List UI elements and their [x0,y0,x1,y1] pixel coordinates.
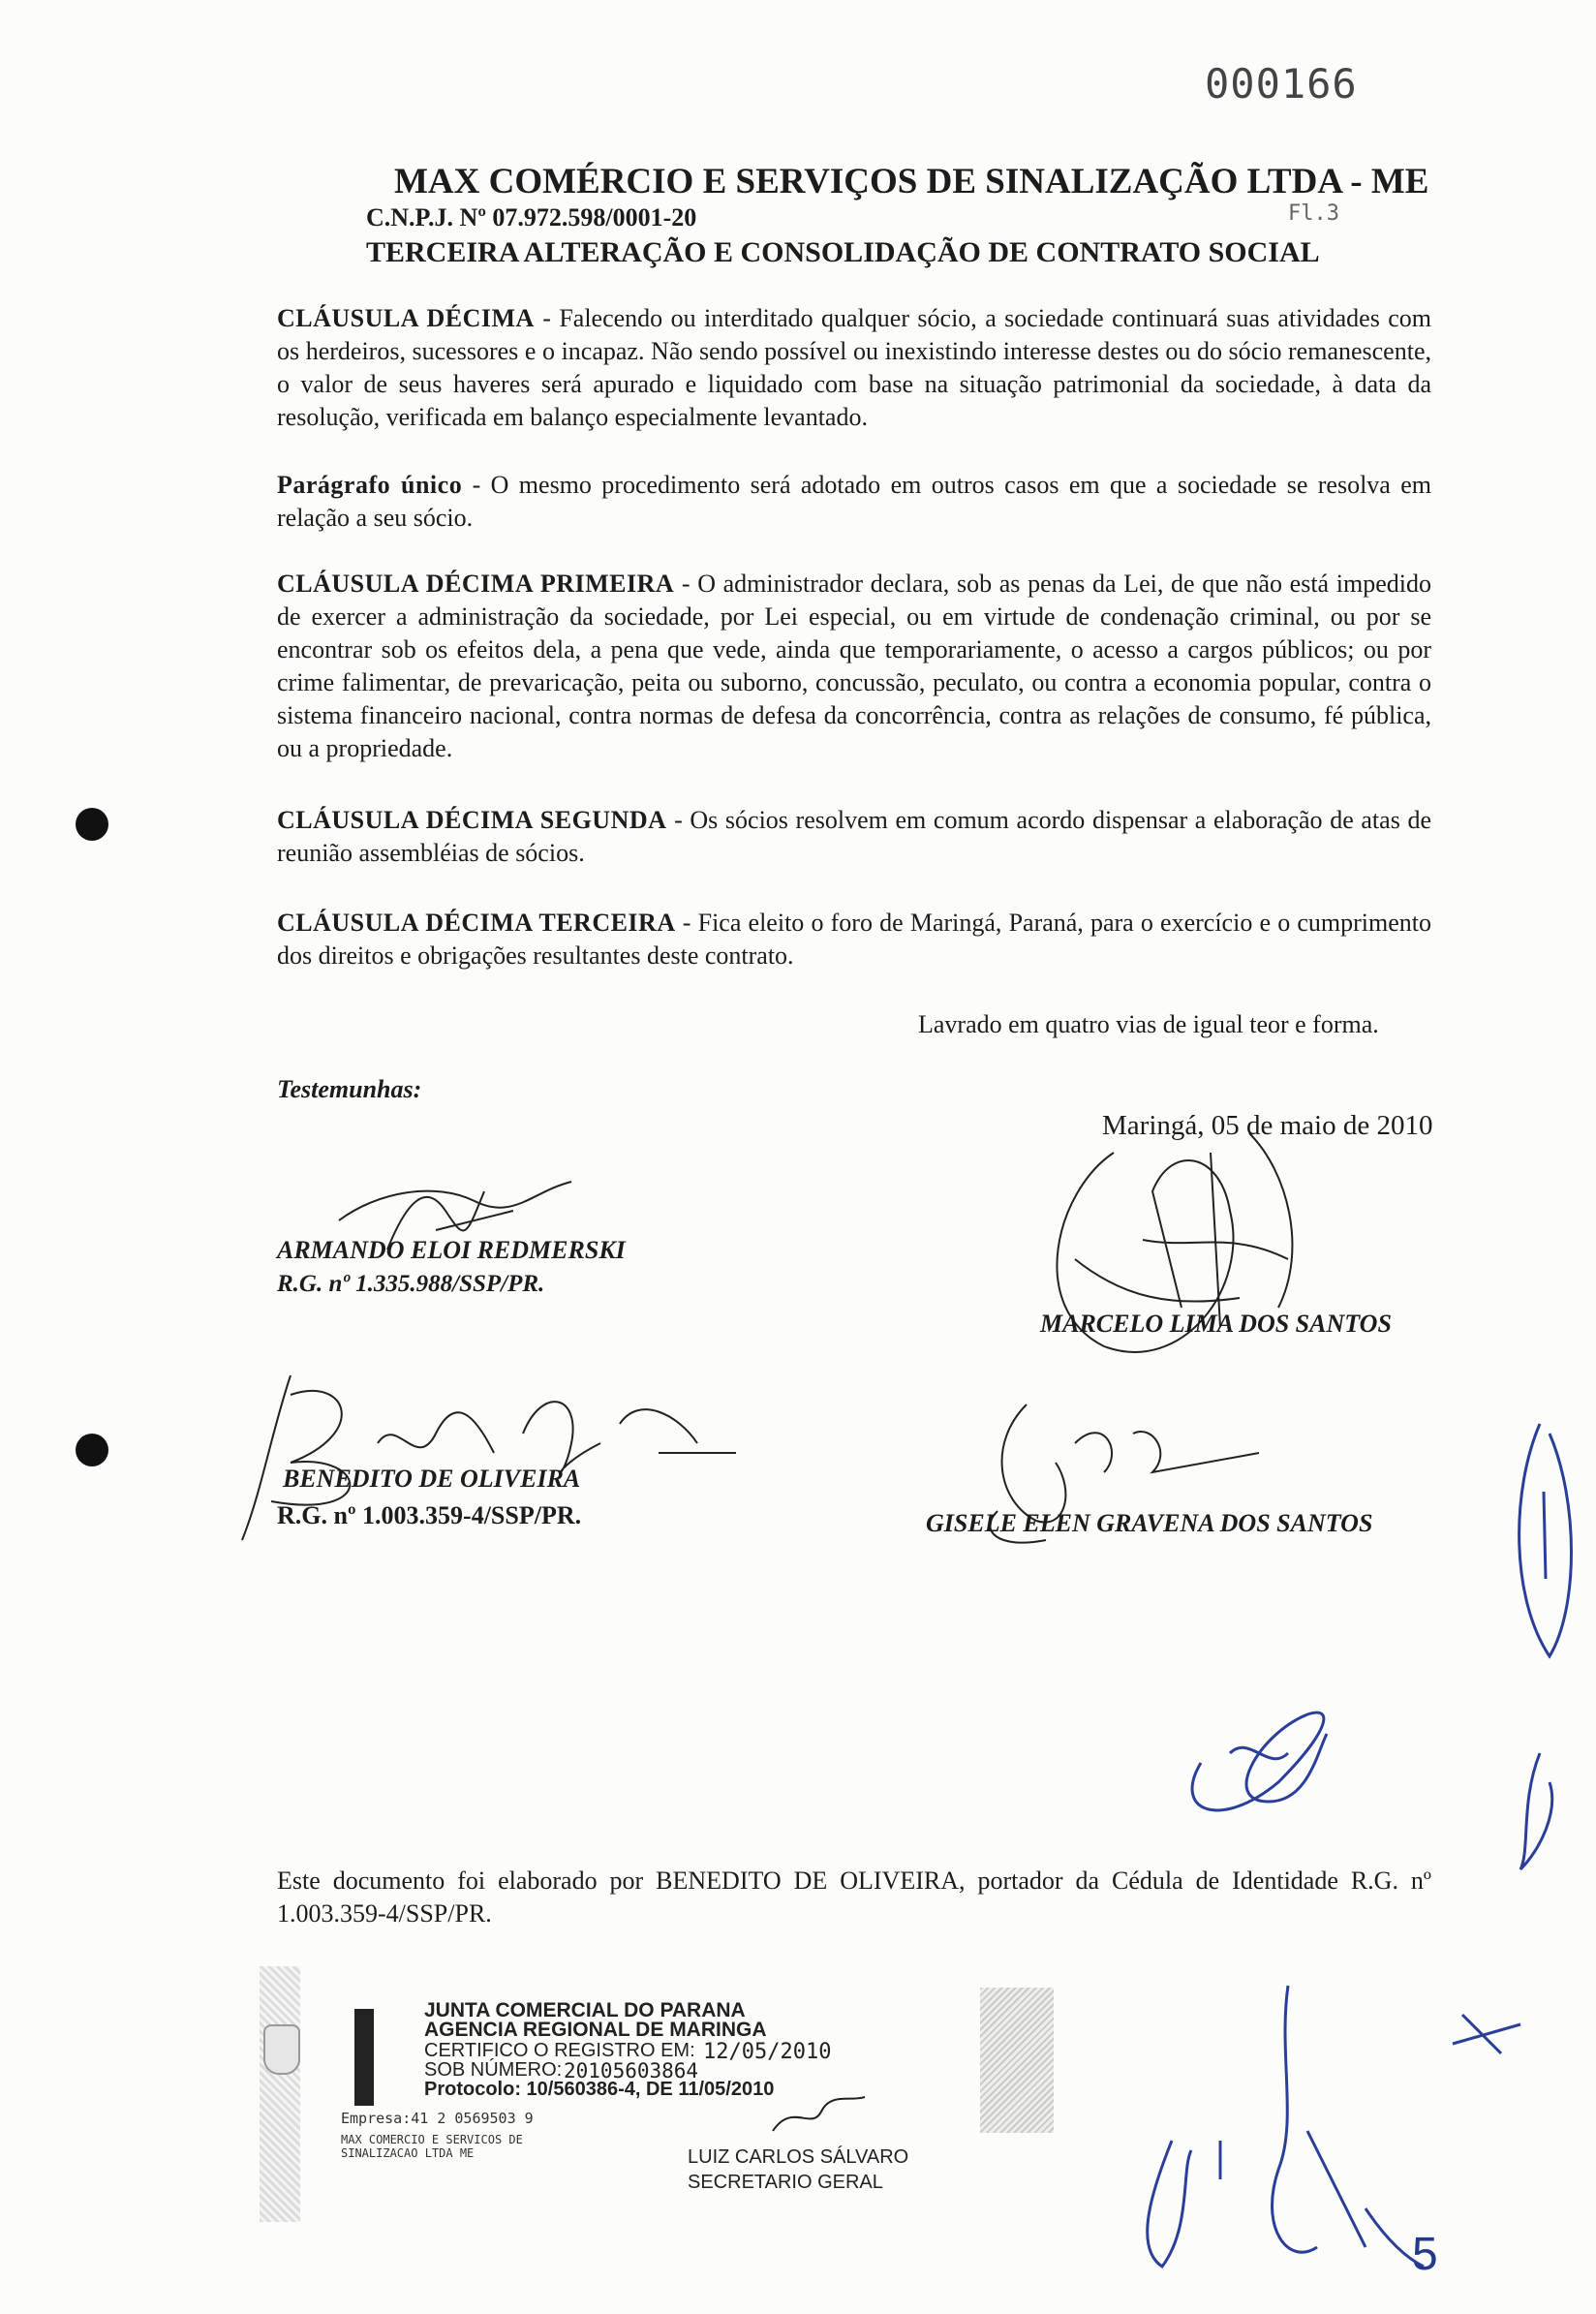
margin-rubric-1 [1511,1414,1588,1666]
barcode-icon [354,2009,374,2106]
binder-hole-bottom [76,1434,108,1466]
witnesses-heading: Testemunhas: [277,1075,422,1103]
margin-page-number: 5 [1412,2229,1438,2280]
binder-hole-top [76,808,108,841]
registry-protocol: Protocolo: 10/560386-4, DE 11/05/2010 [424,2079,775,2100]
registry-cert-date: 12/05/2010 [703,2040,832,2064]
registry-cert-label: CERTIFICO O REGISTRO EM: [424,2040,695,2061]
partner2-name: GISELE ELEN GRAVENA DOS SANTOS [926,1509,1373,1537]
registry-line2: AGENCIA REGIONAL DE MARINGA [424,2019,767,2041]
witness2-id: R.G. nº 1.003.359-4/SSP/PR. [277,1501,582,1529]
margin-rubric-3 [1511,1743,1569,1879]
clause-decima-segunda-title: CLÁUSULA DÉCIMA SEGUNDA [277,806,667,834]
paragrafo-unico-text: - O mesmo procedimento será adotado em outros casos em que a sociedade se resolva em relação a seu sócio. [277,471,1432,532]
paragrafo-unico [277,469,1431,535]
secretary-signature [763,2092,870,2141]
clause-decima-primeira-text: - O administrador declara, sob as penas da Lei, de que não está impedido de exercer a administração da sociedade, por Lei especial, ou em virtude de condenação criminal, ou por se encontrar sob os efeitos dela, a pena que vede, ainda que temporariamente, o acesso a cargos públicos; ou por crime falimentar, de prevaricação, peita ou suborno, concussão, peculato, ou contra a economia popular, contra o sistema financeiro nacional, contra normas de defesa da concorrência, contra as relações de consumo, fé pública, ou a propriedade. [277,570,1431,762]
document-subtitle: TERCEIRA ALTERAÇÃO E CONSOLIDAÇÃO DE CONTRATO SOCIAL [366,236,1320,268]
registry-secretary-title: SECRETARIO GERAL [688,2172,883,2193]
witness2-name: BENEDITO DE OLIVEIRA [283,1465,581,1493]
clause-decima-text: - Falecendo ou interditado qualquer sócio, a sociedade continuará suas atividades com os herdeiros, sucessores e o incapaz. Não sendo possível ou inexistindo interesse destes ou do sócio remanescente, o valor de seus haveres será apurado e liquidado com base na situação patrimonial da sociedade, à data da resolução, verificada em balanço especialmente levantado. [277,304,1432,431]
folio-mark: Fl.3 [1288,201,1339,226]
registry-number: 20105603864 [564,2059,699,2083]
partner1-name: MARCELO LIMA DOS SANTOS [1040,1310,1392,1338]
clause-decima-primeira-title: CLÁUSULA DÉCIMA PRIMEIRA [277,570,675,598]
clause-decima-primeira [277,568,1431,765]
parana-emblem-icon [263,2024,300,2075]
margin-rubric-2 [1162,1695,1356,1831]
clause-decima-title: CLÁUSULA DÉCIMA [277,304,535,332]
junta-comercial-stamp [260,1966,1054,2222]
lavrado-statement: Lavrado em quatro vias de igual teor e forma. [918,1010,1379,1038]
registry-company-1: MAX COMERCIO E SERVICOS DE [341,2133,523,2146]
clause-decima-terceira [277,907,1431,972]
cnpj-line: C.N.P.J. Nº 07.972.598/0001-20 [366,203,697,231]
document-author-note: Este documento foi elaborado por BENEDITO DE OLIVEIRA, portador da Cédula de Identidade R.G. nº 1.003.359-4/SSP/PR. [277,1867,1431,1928]
registry-company-2: SINALIZACAO LTDA ME [341,2146,475,2160]
clause-decima-segunda [277,804,1431,870]
witness1-id: R.G. nº 1.335.988/SSP/PR. [277,1271,545,1297]
clause-decima-segunda-text: - Os sócios resolvem em comum acordo dispensar a elaboração de atas de reunião assembléias de sócios. [277,806,1431,867]
place-date: Maringá, 05 de maio de 2010 [1102,1110,1433,1141]
registry-secretary: LUIZ CARLOS SÁLVARO [688,2146,909,2168]
clause-decima [277,302,1431,434]
page-stamp-number: 000166 [1205,60,1358,108]
clause-decima-terceira-title: CLÁUSULA DÉCIMA TERCEIRA [277,909,676,937]
margin-rubric-4 [1075,1976,1520,2276]
stamp-left-pattern [260,1966,300,2222]
stamp-right-pattern [980,1988,1054,2133]
clause-decima-terceira-text: - Fica eleito o foro de Maringá, Paraná, para o exercício e o cumprimento dos direitos e obrigações resultantes deste contrato. [277,909,1431,970]
paragrafo-unico-title: Parágrafo único [277,471,463,499]
witness1-name: ARMANDO ELOI REDMERSKI [277,1236,626,1264]
registry-empresa: Empresa:41 2 0569503 9 [341,2110,534,2127]
registry-line1: JUNTA COMERCIAL DO PARANA [424,1999,746,2021]
company-title: MAX COMÉRCIO E SERVIÇOS DE SINALIZAÇÃO LTDA - ME [394,162,1429,201]
registry-number-label: SOB NÚMERO: [424,2059,563,2081]
